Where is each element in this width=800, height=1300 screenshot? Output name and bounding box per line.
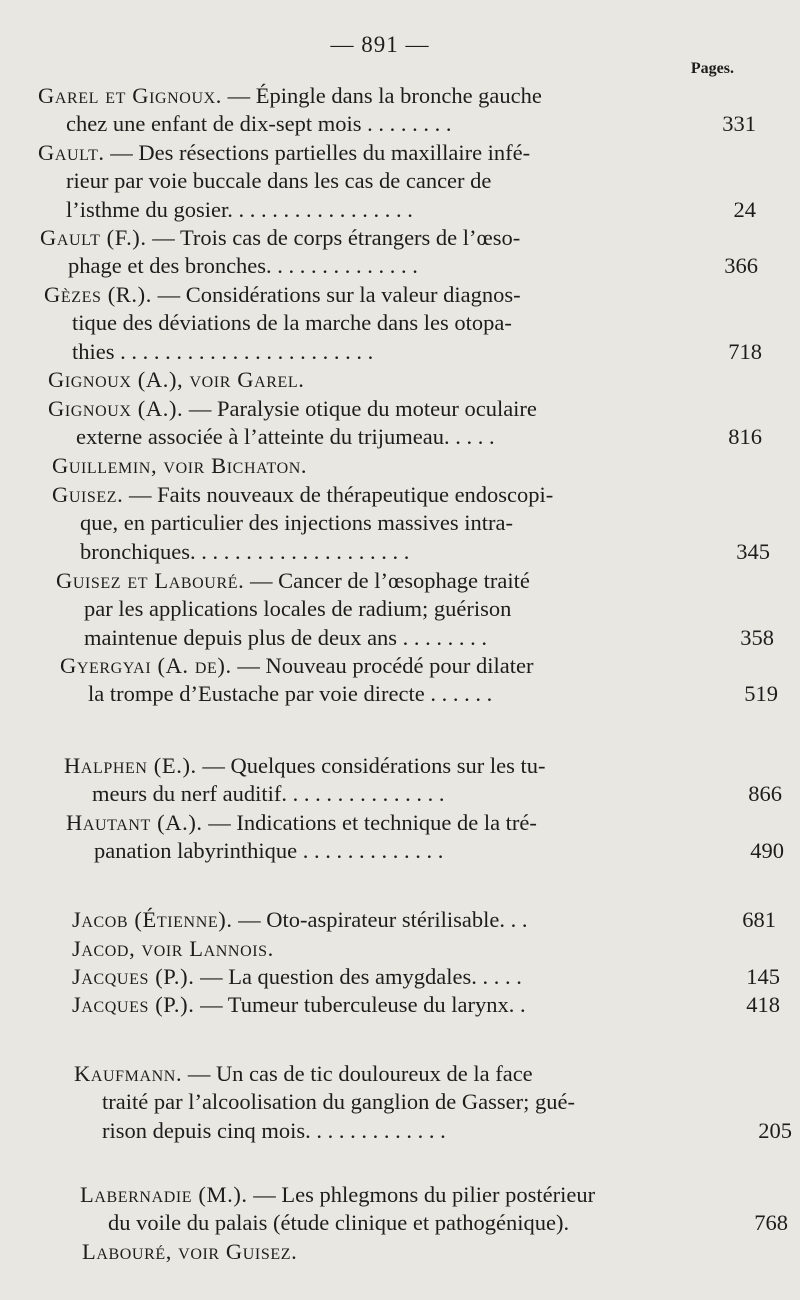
entry-title-line: l’isthme du gosier. . . . . . . . . . . . . . . . . [66,196,413,222]
entry-title-line: — Nouveau procédé pour dilater [237,653,534,678]
entry-title-line: bronchiques. . . . . . . . . . . . . . . . . . . . [80,538,410,564]
entry-title-line: — Les phlegmons du pilier postérieur [253,1182,596,1207]
entry-title-line: — Un cas de tic douloureux de la face [187,1061,533,1086]
entry-title-line: externe associée à l’atteinte du trijumeau. . . . . [76,424,495,450]
entry-page-ref: 490 [750,838,784,864]
index-entry [72,991,780,1019]
entry-title-line: — Épingle dans la bronche gauche [227,83,542,108]
entry-author: Labouré, voir Guisez. [82,1239,298,1264]
entry-author: Labernadie (M.). [80,1182,248,1207]
page-number: — 891 — [330,32,430,57]
index-entry [44,281,762,366]
entry-title-line: meurs du nerf auditif. . . . . . . . . . . . . . . [92,781,445,807]
entry-page-ref: 816 [728,424,762,450]
entry-page-ref: 418 [746,992,780,1017]
index-entry [48,395,762,452]
entry-title-line: — Oto-aspirateur stérilisable. . . [238,907,528,932]
index-entry [38,82,756,139]
entry-title-line: rieur par voie buccale dans les cas de cancer de [66,168,492,194]
index-entry [72,906,776,934]
entry-author: Gignoux (A.). [48,396,184,421]
entry-title-line: du voile du palais (étude clinique et pathogénique). [108,1210,570,1236]
index-entry [56,567,774,652]
index-entry [38,139,756,224]
pages-column-header: Pages. [690,60,734,77]
entry-author: Guillemin, voir Bichaton. [52,453,308,478]
entry-title-line: — La question des amygdales. . . . . [200,964,522,989]
index-entry [72,935,712,963]
entry-author: Guisez. [52,482,124,507]
entry-author: Gignoux (A.), voir Garel. [48,367,305,392]
entry-title-line: — Considérations sur la valeur diagnos- [157,282,521,307]
entry-title-line: chez une enfant de dix-sept mois . . . . . . . . [66,111,452,137]
index-entry [66,809,784,866]
entry-page-ref: 345 [736,538,770,564]
entry-title-line: — Trois cas de corps étrangers de l’œso- [152,225,521,250]
index-entry [52,452,692,480]
entry-title-line: par les applications locales de radium; guérison [84,596,512,622]
entry-page-ref: 519 [744,681,778,707]
entry-author: Gèzes (R.). [44,282,152,307]
entry-page-ref: 718 [728,338,762,364]
index-entry [48,366,688,394]
entry-title-line: panation labyrinthique . . . . . . . . . . . . . [94,838,444,864]
entry-author: Jacques (P.). [72,992,195,1017]
entry-author: Gyergyai (A. de). [60,653,232,678]
entry-page-ref: 145 [746,964,780,989]
entry-author: Jacod, voir Lannois. [72,936,274,961]
entry-title-line: thies . . . . . . . . . . . . . . . . . . . . . . . [72,338,374,364]
entry-title-line: traité par l’alcoolisation du ganglion de Gasser; gué- [102,1089,575,1115]
entry-author: Kaufmann. [74,1061,183,1086]
entry-page-ref: 768 [754,1210,788,1236]
entry-title-line: que, en particulier des injections massives intra- [80,510,513,536]
index-entry [72,963,780,991]
index-entry [80,1181,788,1238]
entry-title-line: — Tumeur tuberculeuse du larynx. . [200,992,526,1017]
index-entry [52,481,770,566]
entry-author: Garel et Gignoux. [38,83,222,108]
entry-author: Jacob (Étienne). [72,907,233,932]
entry-title-line: — Indications et technique de la tré- [208,810,537,835]
entry-title-line: — Quelques considérations sur les tu- [202,753,546,778]
index-entry [64,752,782,809]
entry-title-line: tique des déviations de la marche dans les otopa- [72,310,512,336]
entry-page-ref: 866 [748,781,782,807]
entry-author: Guisez et Labouré. [56,568,245,593]
entry-title-line: maintenue depuis plus de deux ans . . . . . . . . [84,624,488,650]
entry-author: Hautant (A.). [66,810,203,835]
index-entry [82,1238,722,1266]
entry-title-line: — Paralysie otique du moteur oculaire [188,396,537,421]
entry-title-line: — Faits nouveaux de thérapeutique endoscopi- [129,482,554,507]
entry-page-ref: 358 [740,624,774,650]
entry-page-ref: 366 [724,253,758,279]
entry-author: Halphen (E.). [64,753,197,778]
index-entry [40,224,758,281]
entry-title-line: — Des résections partielles du maxillaire infé- [110,140,531,165]
entry-title-line: — Cancer de l’œsophage traité [249,568,530,593]
entry-title-line: rison depuis cinq mois. . . . . . . . . . . . . [102,1117,446,1143]
entry-title-line: phage et des bronches. . . . . . . . . . . . . . [68,253,418,279]
index-entry [74,1060,792,1145]
index-entry [60,652,778,709]
entry-title-line: la trompe d’Eustache par voie directe . . . . . . [88,681,493,707]
entry-page-ref: 24 [733,196,756,222]
entry-page-ref: 681 [742,907,776,932]
entry-page-ref: 205 [758,1117,792,1143]
entry-author: Jacques (P.). [72,964,195,989]
entry-author: Gault (F.). [40,225,147,250]
entry-author: Gault. [38,140,105,165]
entry-page-ref: 331 [722,111,756,137]
